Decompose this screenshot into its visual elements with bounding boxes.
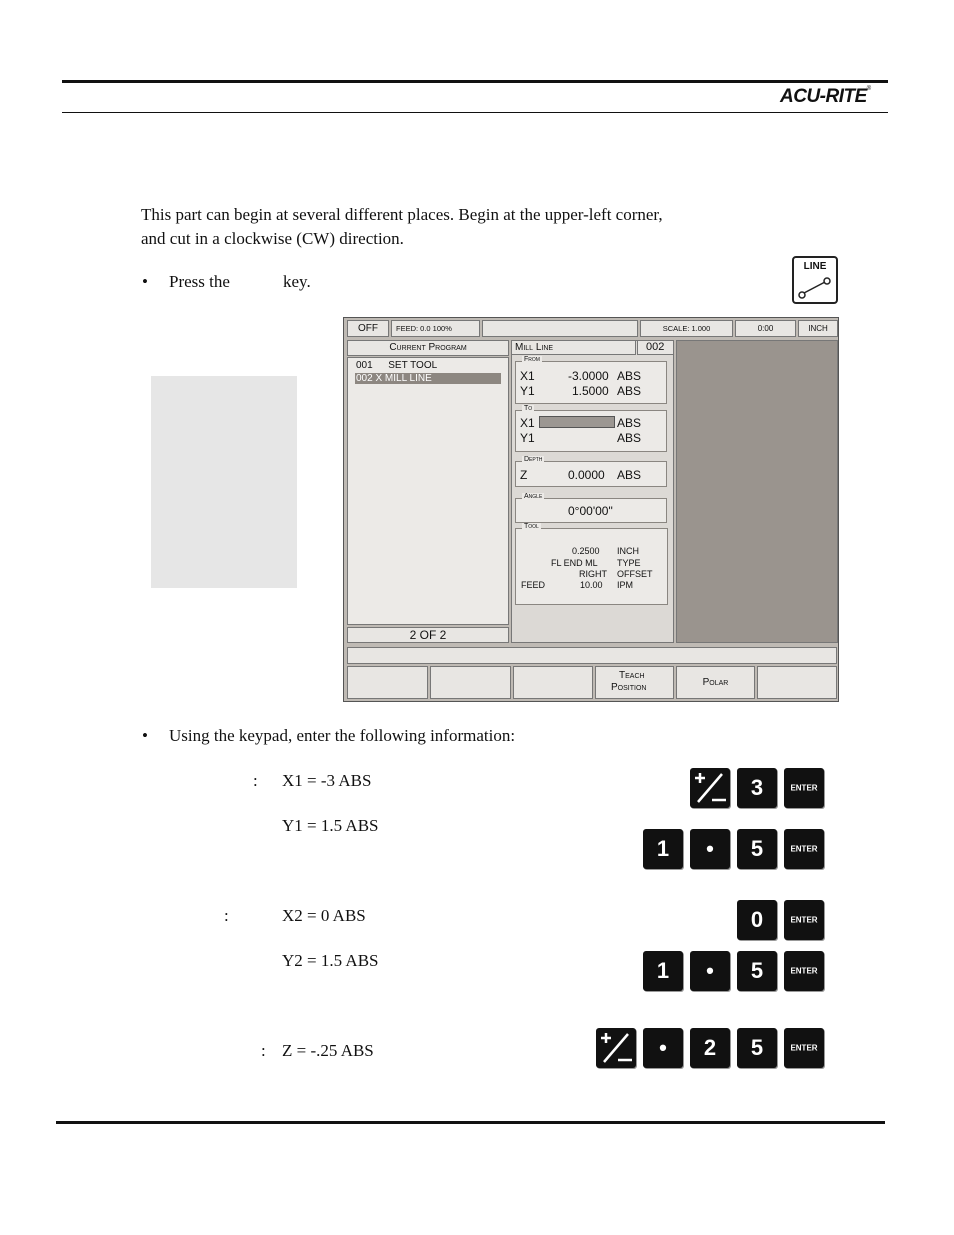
tool-feed-value: 10.00: [580, 580, 603, 590]
dro-screen: [343, 317, 839, 702]
to-x1-mode: ABS: [617, 416, 642, 430]
from-x1-mode: ABS: [617, 369, 642, 383]
step-y2: Y2 = 1.5 ABS: [282, 951, 379, 970]
program-page-indicator: 2 OF 2: [347, 627, 509, 643]
from-y1-mode: ABS: [617, 384, 642, 398]
depth-value[interactable]: 0.0000: [568, 468, 605, 482]
graphics-area: [676, 340, 838, 643]
status-scale: SCALE: 1.000: [640, 320, 733, 337]
status-units: INCH: [798, 320, 838, 337]
tool-offset-value: RIGHT: [579, 569, 607, 579]
angle-group: Angle 0°00'00": [515, 498, 667, 523]
depth-axis: Z: [520, 468, 528, 482]
angle-value[interactable]: 0°00'00": [568, 504, 613, 518]
from-x1-label: X1: [520, 369, 535, 383]
to-x1-label: X1: [520, 416, 535, 430]
step-colon-2: :: [224, 906, 229, 925]
digit-5-key[interactable]: 5: [737, 829, 777, 869]
decimal-point-key[interactable]: •: [690, 829, 730, 869]
line-icon: [794, 274, 836, 304]
tool-group: Tool 0.2500 INCH FL END ML TYPE RIGHT OFFSET FEED 10.00 IPM: [515, 528, 668, 605]
plus-minus-key[interactable]: [596, 1028, 636, 1068]
enter-key[interactable]: ENTER: [784, 1028, 824, 1068]
message-bar: [347, 647, 837, 664]
step-x1: X1 = -3 ABS: [282, 771, 372, 790]
depth-mode: ABS: [617, 468, 642, 482]
digit-0-key[interactable]: 0: [737, 900, 777, 940]
keypad-instruction: Using the keypad, enter the following information:: [169, 726, 516, 745]
from-group: From X1 -3.0000 ABS Y1 1.5000 ABS: [515, 361, 667, 404]
step-y1: Y1 = 1.5 ABS: [282, 816, 379, 835]
decimal-point-key[interactable]: •: [643, 1028, 683, 1068]
bullet-mark: •: [142, 272, 148, 291]
step-z: Z = -.25 ABS: [282, 1041, 374, 1060]
tool-offset-label: OFFSET: [617, 569, 653, 579]
digit-3-key[interactable]: 3: [737, 768, 777, 808]
plus-minus-key[interactable]: [690, 768, 730, 808]
from-y1-value[interactable]: 1.5000: [572, 384, 609, 398]
enter-key[interactable]: ENTER: [784, 900, 824, 940]
from-y1-label: Y1: [520, 384, 535, 398]
key-text: key.: [283, 272, 311, 291]
header-bottom-rule: [62, 112, 888, 113]
step-colon-1: :: [253, 771, 258, 790]
softkey-1[interactable]: [347, 666, 428, 699]
to-y1-mode: ABS: [617, 431, 642, 445]
tool-feed-label: FEED: [521, 580, 546, 590]
enter-key[interactable]: ENTER: [784, 829, 824, 869]
step-x2: X2 = 0 ABS: [282, 906, 366, 925]
plus-minus-icon: [690, 768, 730, 808]
footer-rule: [56, 1121, 885, 1124]
to-y1-label: Y1: [520, 431, 535, 445]
line-key[interactable]: [792, 256, 838, 304]
side-note-box: [151, 376, 297, 588]
bullet-mark-2: •: [142, 726, 148, 745]
depth-group: Depth Z 0.0000 ABS: [515, 461, 667, 487]
header-top-rule: [62, 80, 888, 83]
softkey-polar[interactable]: Polar: [676, 666, 755, 699]
enter-key[interactable]: ENTER: [784, 768, 824, 808]
status-feed: FEED: 0.0 100%: [391, 320, 480, 337]
digit-2-key[interactable]: 2: [690, 1028, 730, 1068]
press-text: Press the: [169, 272, 230, 291]
to-x1-input[interactable]: [539, 416, 615, 428]
status-blank: [482, 320, 638, 337]
tool-diameter-unit: INCH: [617, 546, 639, 556]
softkey-teach-position[interactable]: Teach Position: [595, 666, 674, 699]
to-group: To X1 ABS Y1 ABS: [515, 410, 667, 452]
softkey-3[interactable]: [513, 666, 593, 699]
status-off: OFF: [347, 320, 389, 337]
digit-5-key[interactable]: 5: [737, 1028, 777, 1068]
block-number: 002: [637, 340, 674, 355]
softkey-6[interactable]: [757, 666, 837, 699]
decimal-point-key[interactable]: •: [690, 951, 730, 991]
program-row-001[interactable]: 001 SET TOOL: [356, 360, 438, 371]
tool-feed-unit: IPM: [617, 580, 634, 590]
block-title: Mill Line: [511, 340, 636, 355]
step-colon-3: :: [261, 1041, 266, 1060]
tool-type-label: TYPE: [617, 558, 641, 568]
from-x1-value[interactable]: -3.0000: [568, 369, 609, 383]
enter-key[interactable]: ENTER: [784, 951, 824, 991]
tool-diameter: 0.2500: [572, 546, 600, 556]
program-list[interactable]: [347, 357, 509, 625]
acu-rite-logo: ACU-RITE®: [780, 86, 871, 107]
program-row-002-selected[interactable]: 002 X MILL LINE: [355, 373, 501, 384]
intro-line-2: and cut in a clockwise (CW) direction.: [141, 229, 404, 248]
tool-type-value: FL END ML: [551, 558, 598, 568]
digit-1-key[interactable]: 1: [643, 829, 683, 869]
intro-paragraph: [141, 203, 663, 251]
plus-minus-icon: [596, 1028, 636, 1068]
softkey-2[interactable]: [430, 666, 511, 699]
status-time: 0:00: [735, 320, 796, 337]
intro-line-1: This part can begin at several different places. Begin at the upper-left corner,: [141, 205, 663, 224]
digit-5-key[interactable]: 5: [737, 951, 777, 991]
current-program-header: Current Program: [347, 340, 509, 356]
line-key-label: LINE: [803, 261, 827, 272]
digit-1-key[interactable]: 1: [643, 951, 683, 991]
